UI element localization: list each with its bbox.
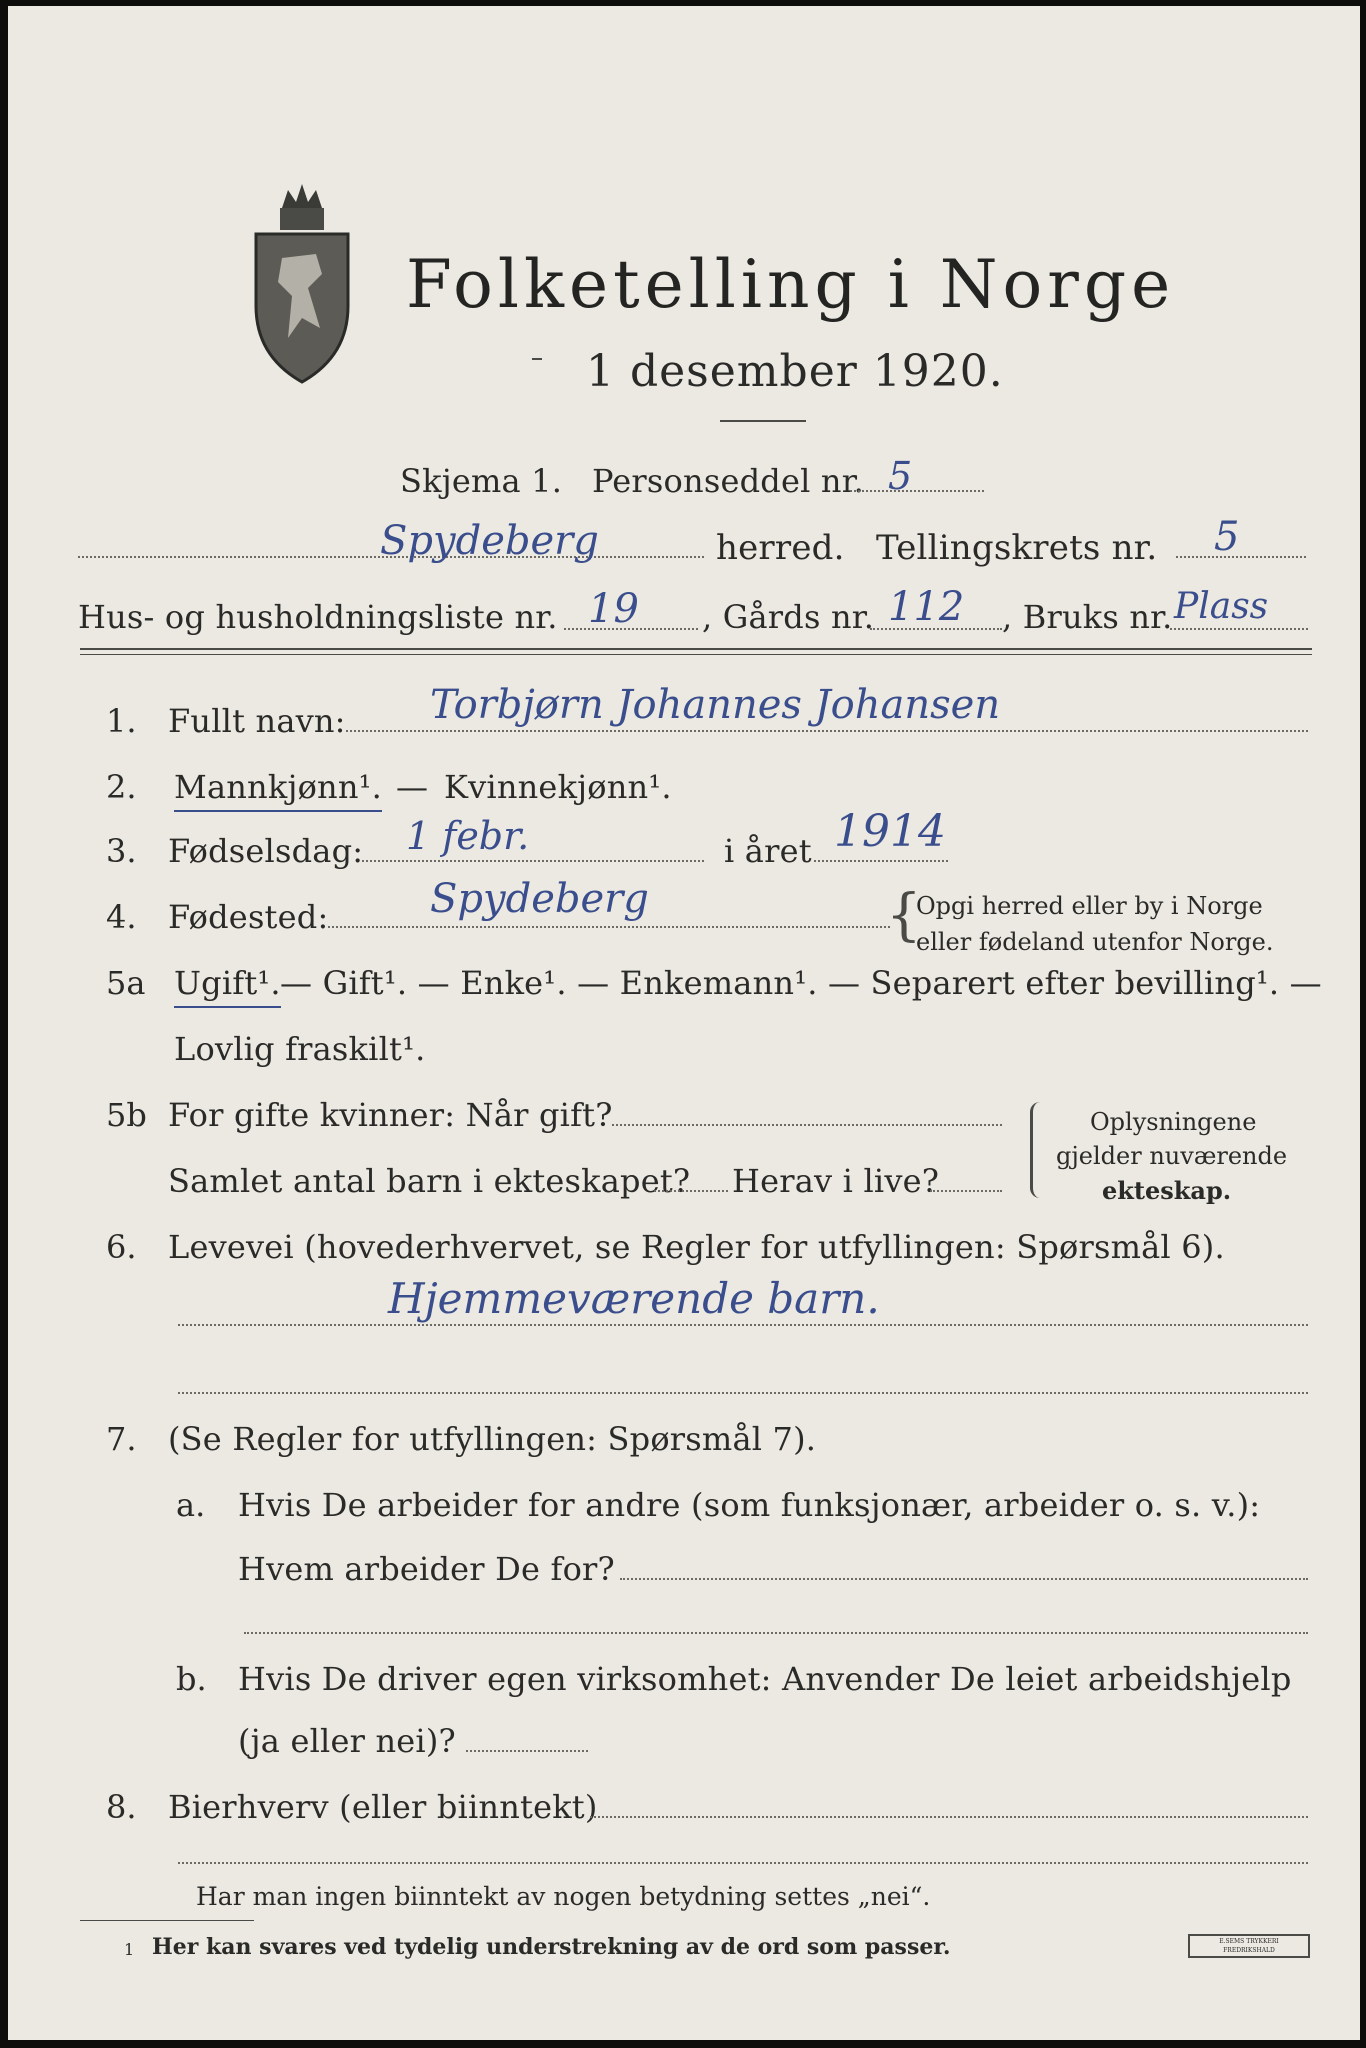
q7a-answer-line-1 — [620, 1578, 1308, 1580]
title-divider — [720, 420, 806, 422]
q5b-live-line — [930, 1190, 1002, 1192]
census-date: 1 desember 1920. — [586, 346, 1004, 397]
form-title: Folketelling i Norge — [406, 246, 1176, 323]
q6-value: Hjemmeværende barn. — [388, 1274, 880, 1323]
dash-mark — [532, 358, 542, 360]
q2-number: 2. — [106, 768, 137, 806]
q5b-barn-line — [654, 1190, 728, 1192]
personseddel-line — [850, 490, 984, 492]
q1-value: Torbjørn Johannes Johansen — [430, 682, 1001, 728]
coat-of-arms-icon — [242, 178, 362, 388]
q6-line-1 — [178, 1324, 1308, 1326]
q7b-line1: Hvis De driver egen virksomhet: Anvender De leiet arbeidshjelp — [238, 1660, 1292, 1698]
q6-line-2 — [178, 1392, 1308, 1394]
q3-number: 3. — [106, 832, 137, 870]
gards-label: , Gårds nr. — [702, 598, 875, 636]
biinntekt-note: Har man ingen biinntekt av nogen betydning settes „nei“. — [196, 1882, 931, 1911]
q5a-options: — Gift¹. — Enke¹. — Enkemann¹. — Separert efter bevilling¹. — — [280, 964, 1322, 1002]
hus-value: 19 — [588, 586, 639, 632]
bruks-label: , Bruks nr. — [1002, 598, 1173, 636]
q4-value: Spydeberg — [430, 876, 649, 922]
q5b-note-line2: gjelder nuværende — [1056, 1142, 1288, 1170]
q6-label: Levevei (hovederhvervet, se Regler for utfyllingen: Spørsmål 6). — [168, 1228, 1225, 1266]
bruks-line — [1170, 628, 1308, 630]
q4-line — [328, 926, 890, 928]
q5b-line2b: Herav i live? — [732, 1162, 940, 1200]
q4-label: Fødested: — [168, 898, 329, 936]
q1-line — [346, 730, 1308, 732]
personseddel-value: 5 — [888, 454, 913, 498]
q3-year-label: i året — [724, 832, 812, 870]
q5a-option-ugift: Ugift¹. — [174, 964, 281, 1008]
q5b-line1: For gifte kvinner: Når gift? — [168, 1096, 613, 1134]
personseddel-label: Personseddel nr. — [592, 462, 865, 500]
q8-label: Bierhverv (eller biinntekt) — [168, 1788, 598, 1826]
q7a-number: a. — [176, 1486, 206, 1524]
q3-day-line — [362, 860, 704, 862]
herred-label: herred. — [716, 528, 845, 568]
q5b-gift-line — [612, 1124, 1002, 1126]
gards-value: 112 — [888, 584, 965, 630]
census-form — [8, 6, 1360, 2040]
footnote-text: Her kan svares ved tydelig understrekning av de ord som passer. — [152, 1934, 951, 1960]
q4-number: 4. — [106, 898, 137, 936]
header-rule-2 — [80, 654, 1312, 655]
q8-answer-line-1 — [590, 1816, 1308, 1818]
q3-year-value: 1914 — [834, 806, 946, 857]
footnote-rule — [80, 1920, 254, 1921]
q5b-note-line1: Oplysningene — [1090, 1108, 1257, 1136]
q4-brace: { — [886, 883, 922, 948]
q7b-answer-line — [466, 1750, 588, 1752]
q3-label: Fødselsdag: — [168, 832, 364, 870]
q1-label: Fullt navn: — [168, 702, 346, 740]
footnote-mark: 1 — [124, 1940, 135, 1959]
q3-value: 1 febr. — [406, 814, 530, 858]
q5a-line2: Lovlig fraskilt¹. — [174, 1030, 426, 1068]
q4-note-line2: eller fødeland utenfor Norge. — [916, 928, 1274, 956]
q2-option-kvinnekjonn: Kvinnekjønn¹. — [444, 768, 672, 806]
q5b-number: 5b — [106, 1096, 147, 1134]
q7b-number: b. — [176, 1660, 207, 1698]
q4-note-line1: Opgi herred eller by i Norge — [916, 892, 1263, 920]
q1-number: 1. — [106, 702, 137, 740]
q6-number: 6. — [106, 1228, 137, 1266]
q7-number: 7. — [106, 1420, 137, 1458]
q5b-brace — [1030, 1102, 1041, 1198]
hus-label: Hus- og husholdningsliste nr. — [78, 598, 558, 636]
tellingskrets-label: Tellingskrets nr. — [876, 528, 1158, 568]
q2-separator: — — [396, 768, 429, 806]
printer-stamp: E.SEMS TRYKKERI FREDRIKSHALD — [1188, 1934, 1310, 1958]
q8-answer-line-2 — [178, 1862, 1308, 1864]
q2-option-mannkjonn: Mannkjønn¹. — [174, 768, 382, 812]
herred-value: Spydeberg — [380, 518, 599, 564]
q7a-line2: Hvem arbeider De for? — [238, 1550, 615, 1588]
q7a-line1: Hvis De arbeider for andre (som funksjonær, arbeider o. s. v.): — [238, 1486, 1261, 1524]
q3-year-line — [814, 860, 948, 862]
q7a-answer-line-2 — [244, 1632, 1308, 1634]
q5b-note-line3: ekteskap. — [1102, 1176, 1232, 1205]
q5a-number: 5a — [106, 964, 146, 1002]
q7b-line2: (ja eller nei)? — [238, 1722, 456, 1760]
tellingskrets-value: 5 — [1214, 514, 1240, 560]
tellingskrets-line — [1176, 556, 1306, 558]
q5b-line2a: Samlet antal barn i ekteskapet? — [168, 1162, 691, 1200]
q8-number: 8. — [106, 1788, 137, 1826]
header-rule-1 — [80, 648, 1312, 650]
bruks-value: Plass — [1174, 586, 1269, 627]
schema-label: Skjema 1. — [400, 462, 563, 500]
q7-label: (Se Regler for utfyllingen: Spørsmål 7). — [168, 1420, 817, 1458]
